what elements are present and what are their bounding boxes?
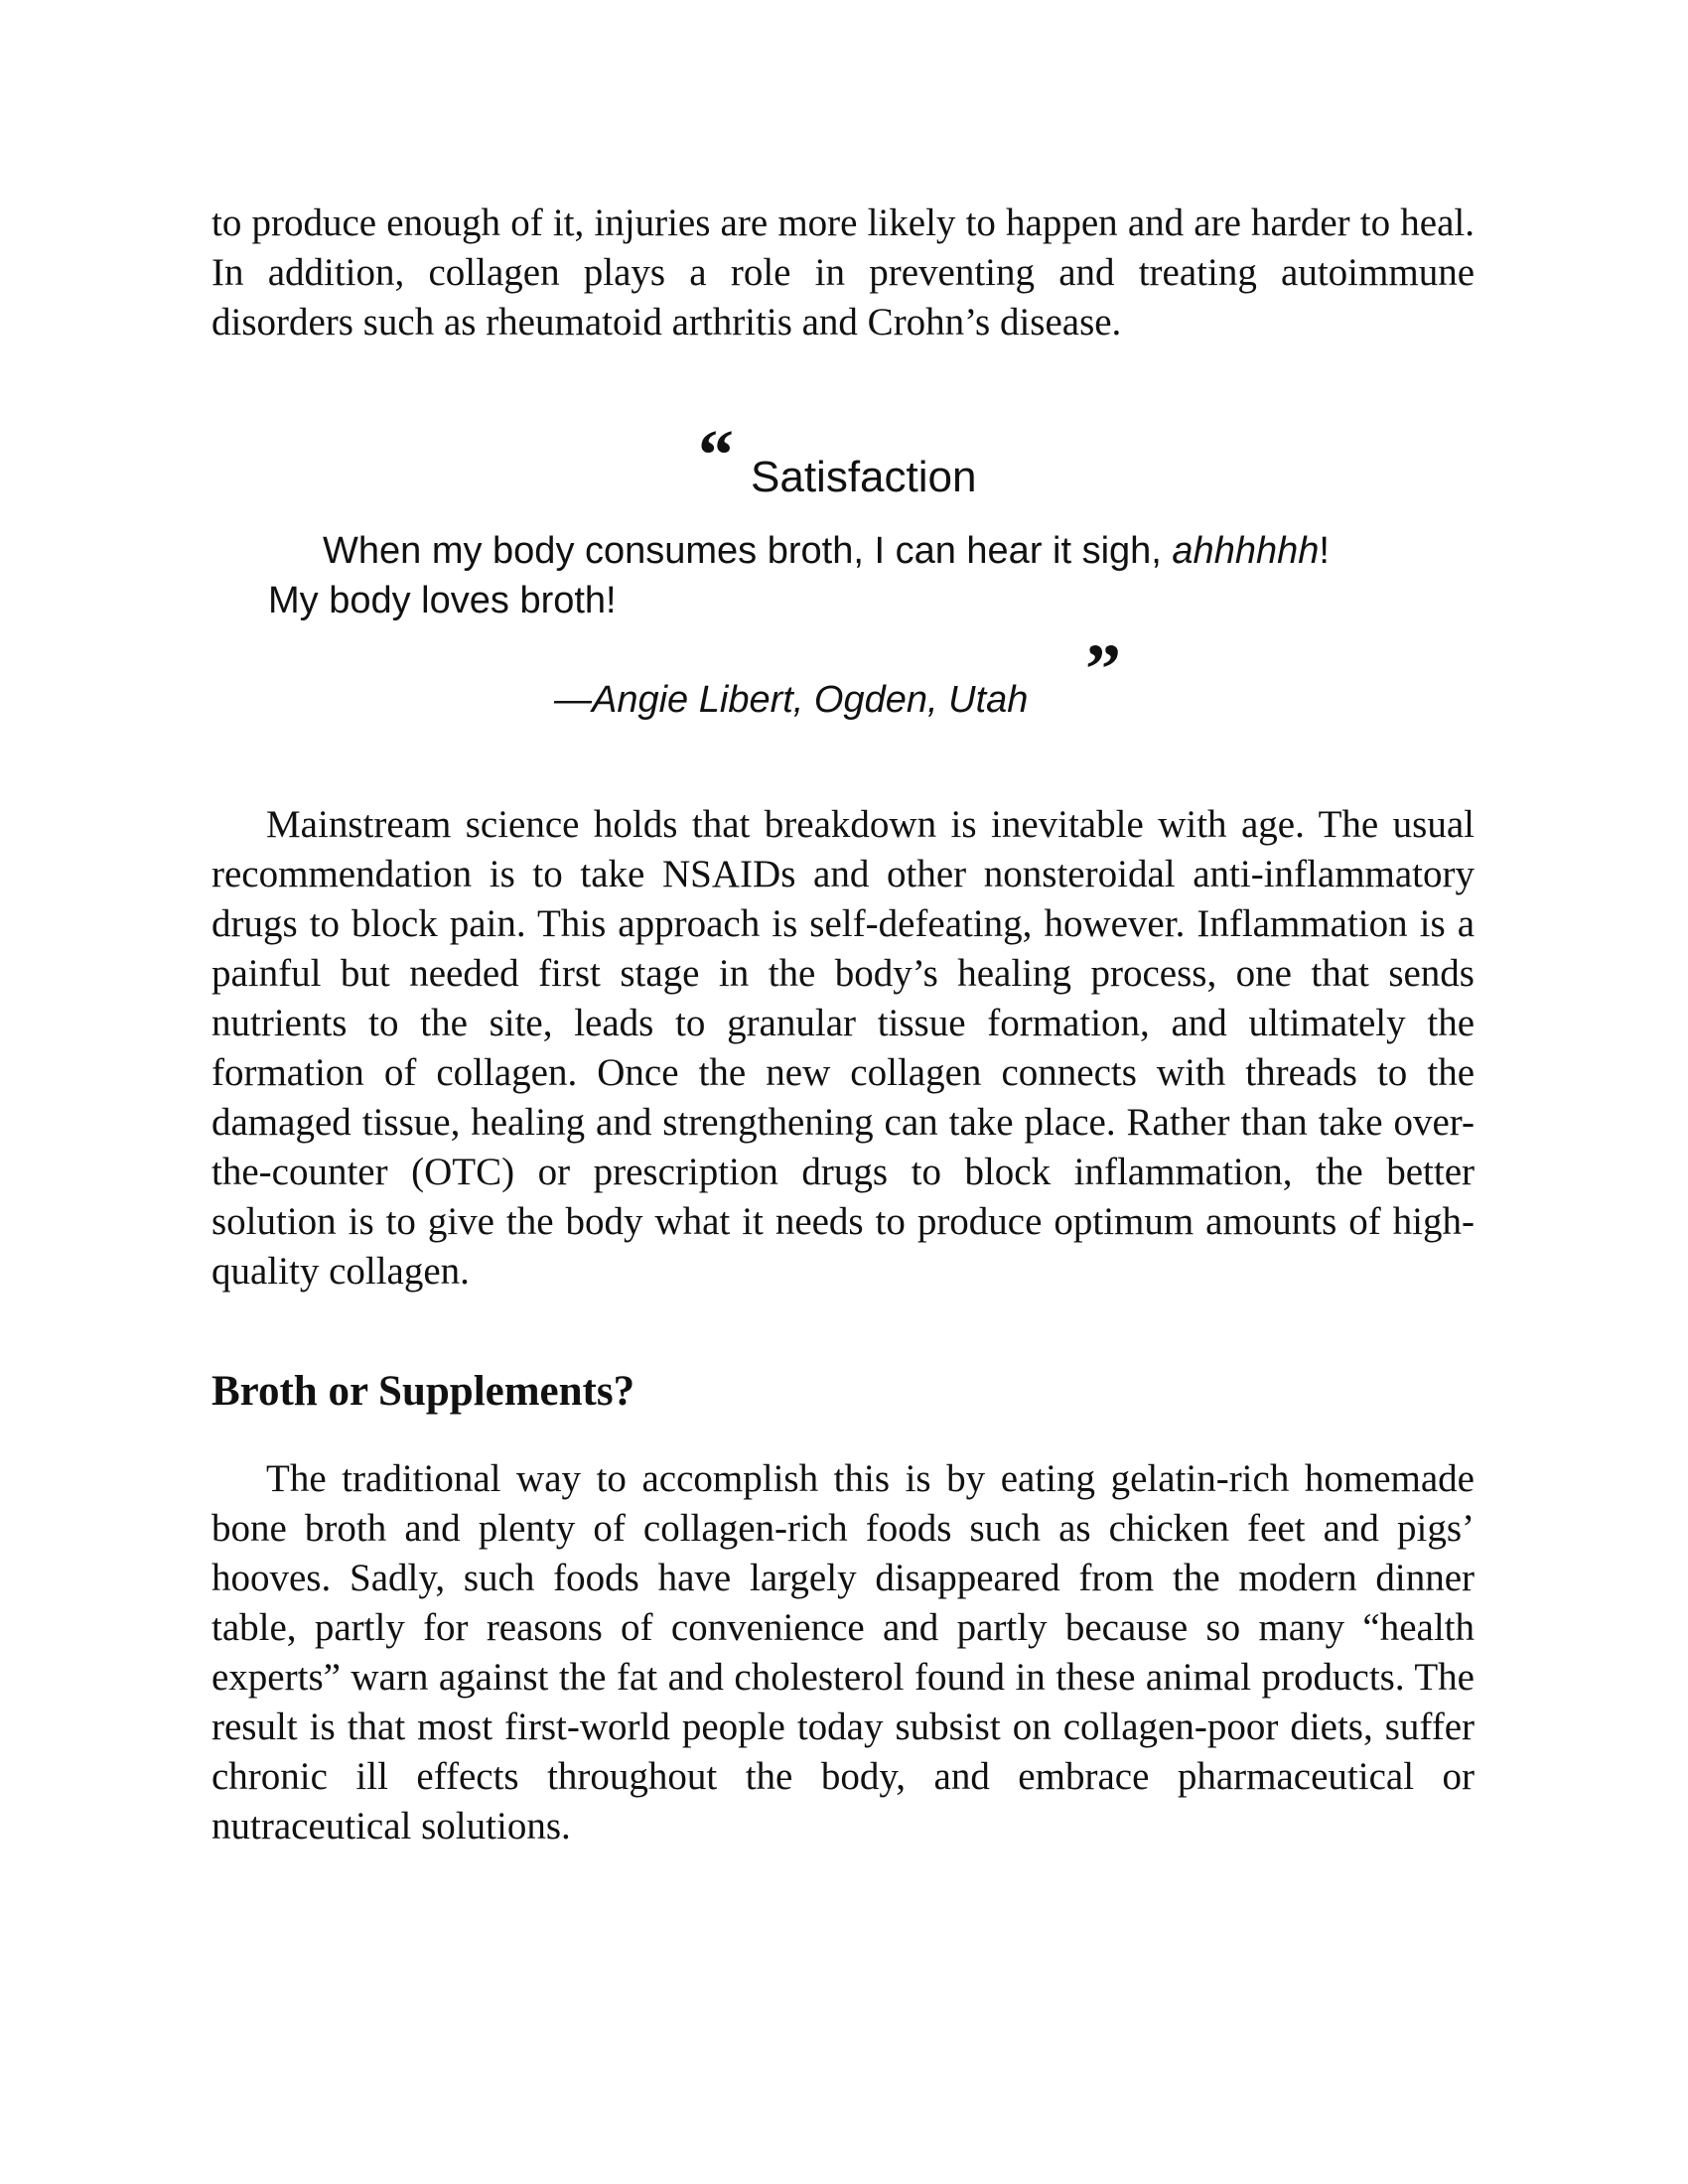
paragraph-top: to produce enough of it, injuries are more likely to happen and are harder to heal. In addition, collagen plays a role in preventing and treating autoimmune disorders such as rheumatoid arthritis and Crohn’s disease. (211, 202, 1475, 343)
pull-quote-line-1 (268, 526, 1440, 576)
pull-quote-line-2: My body loves broth! (268, 580, 617, 621)
pull-quote-title: Satisfaction (751, 453, 977, 501)
open-quote-mark: “ (698, 415, 734, 494)
close-quote-mark: ” (1085, 629, 1121, 709)
section-heading: Broth or Supplements? (211, 1368, 635, 1415)
pull-quote-line-1-end: ! (1319, 530, 1330, 572)
pull-quote-header (211, 415, 1475, 506)
paragraph-bottom: The traditional way to accomplish this is by eating gelatin-rich homemade bone broth and plenty of collagen-rich foods such as chicken feet and pigs’ hooves. Sadly, such foods have largely disappeared from the modern dinner table, partly for reasons of convenience and partly because so many “health experts” warn against the fat and cholesterol found in these animal products. The result is that most first-world people today subsist on collagen-poor diets, suffer chronic ill effects throughout the body, and embrace pharmaceutical or nutraceutical solutions. (211, 1457, 1475, 1847)
pull-quote-emphasis: ahhhhhh (1172, 530, 1320, 572)
pull-quote-line-1-start: When my body consumes broth, I can hear it sigh, (323, 530, 1173, 572)
pull-quote-attribution: —Angie Libert, Ogden, Utah (554, 679, 1029, 721)
pull-quote (211, 415, 1475, 721)
paragraph-mid: Mainstream science holds that breakdown is inevitable with age. The usual recommendation is to take NSAIDs and other nonsteroidal anti-inflammatory drugs to block pain. This approach is self-defeating, however. Inflammation is a painful but needed first stage in the body’s healing process, one that sends nutrients to the site, leads to granular tissue formation, and ultimately the formation of collagen. Once the new collagen connects with threads to the damaged tissue, healing and strengthening can take place. Rather than take over-the-counter (OTC) or prescription drugs to block inflammation, the better solution is to give the body what it needs to produce optimum amounts of high-quality collagen. (211, 803, 1475, 1293)
pull-quote-text (268, 526, 1440, 625)
